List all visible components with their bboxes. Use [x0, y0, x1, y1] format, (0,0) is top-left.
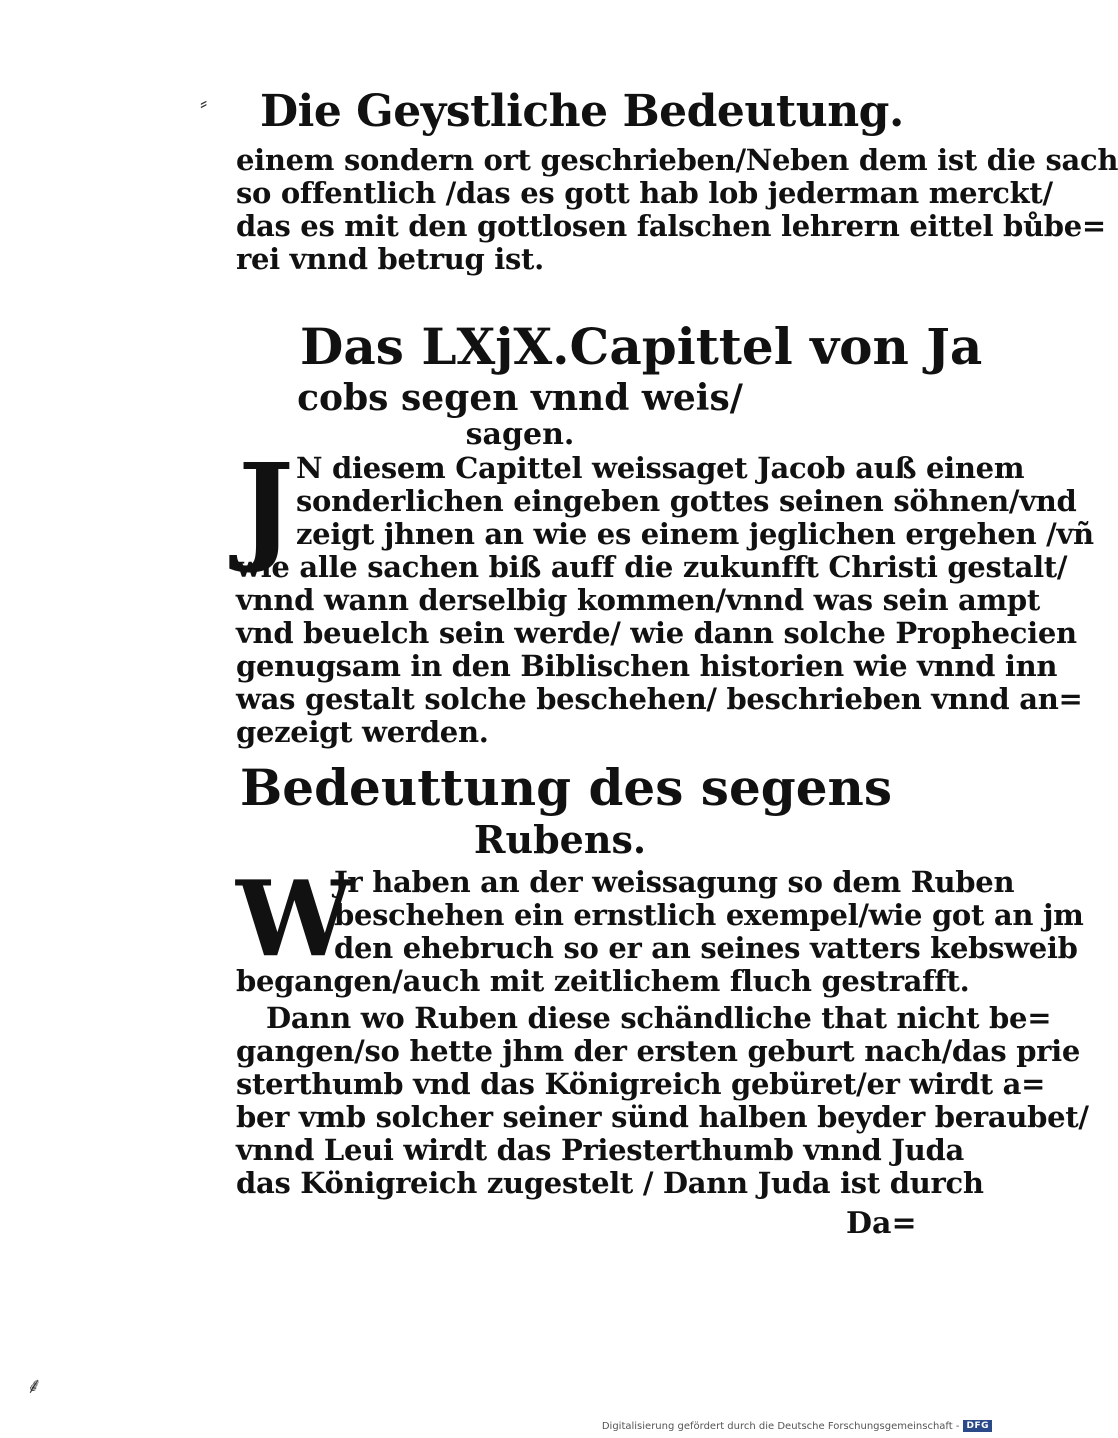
- chapter-title-line-2: cobs segen vnnd weis/: [297, 377, 743, 419]
- ink-mark: ⸗: [200, 91, 208, 116]
- text-line: Dann wo Ruben diese schändliche that nicht be=: [266, 1001, 1052, 1035]
- text-line: zeigt jhnen an wie es einem jeglichen ergehen /vñ: [296, 517, 1094, 551]
- text-line: ber vmb solcher seiner sünd halben beyder beraubet/: [236, 1100, 1089, 1134]
- ink-mark: ⸙: [26, 1374, 43, 1399]
- text-line: so offentlich /das es gott hab lob jederman merckt/: [236, 176, 1053, 210]
- catchword: Da=: [846, 1206, 917, 1241]
- text-line: genugsam in den Biblischen historien wie vnnd inn: [236, 649, 1058, 683]
- text-line: N diesem Capittel weissaget Jacob auß einem: [296, 451, 1025, 485]
- text-line: vnnd wann derselbig kommen/vnnd was sein ampt: [236, 583, 1041, 617]
- text-line: was gestalt solche beschehen/ beschrieben vnnd an=: [236, 682, 1083, 716]
- intro-paragraph: [236, 143, 1118, 276]
- text-line: vnnd Leui wirdt das Priesterthumb vnnd Juda: [236, 1133, 964, 1167]
- text-line: das es mit den gottlosen falschen lehrern eittel bůbe=: [236, 209, 1106, 243]
- chapter-title-line-3: sagen.: [465, 417, 575, 452]
- drop-capital: J: [238, 437, 294, 576]
- text-line: beschehen ein ernstlich exempel/wie got an jm: [334, 898, 1084, 932]
- drop-capital: W: [236, 857, 353, 980]
- section-paragraph: [236, 865, 1084, 998]
- paragraph-2: [236, 1001, 1089, 1200]
- chapter-title-line-1: Das LXjX.Capittel von Ja: [300, 317, 983, 376]
- text-line: sonderlichen eingeben gottes seinen söhnen/vnd: [296, 484, 1077, 518]
- text-line: gangen/so hette jhm der ersten geburt nach/das prie: [236, 1034, 1081, 1068]
- footer-credit: [602, 1420, 992, 1432]
- text-line: Jr haben an der weissagung so dem Ruben: [334, 865, 1015, 899]
- chapter-paragraph: [236, 451, 1094, 749]
- text-line: begangen/auch mit zeitlichem fluch gestrafft.: [236, 964, 970, 998]
- section-title-line-1: Bedeuttung des segens: [240, 758, 893, 817]
- text-line: sterthumb vnd das Königreich gebüret/er wirdt a=: [236, 1067, 1046, 1101]
- text-line: einem sondern ort geschrieben/Neben dem ist die sach: [236, 143, 1118, 177]
- text-line: den ehebruch so er an seines vatters kebsweib: [334, 931, 1078, 965]
- text-line: rei vnnd betrug ist.: [236, 242, 544, 276]
- text-line: das Königreich zugestelt / Dann Juda ist durch: [236, 1166, 984, 1200]
- section-title-line-2: Rubens.: [473, 817, 647, 862]
- running-header: Die Geystliche Bedeutung.: [260, 86, 904, 137]
- dfg-logo: DFG: [963, 1420, 992, 1432]
- footer-text: Digitalisierung gefördert durch die Deutsche Forschungsgemeinschaft -: [601, 1420, 960, 1432]
- text-line: vnd beuelch sein werde/ wie dann solche Prophecien: [236, 616, 1077, 650]
- text-line: wie alle sachen biß auff die zukunfft Christi gestalt/: [236, 550, 1068, 584]
- text-line: gezeigt werden.: [236, 715, 489, 749]
